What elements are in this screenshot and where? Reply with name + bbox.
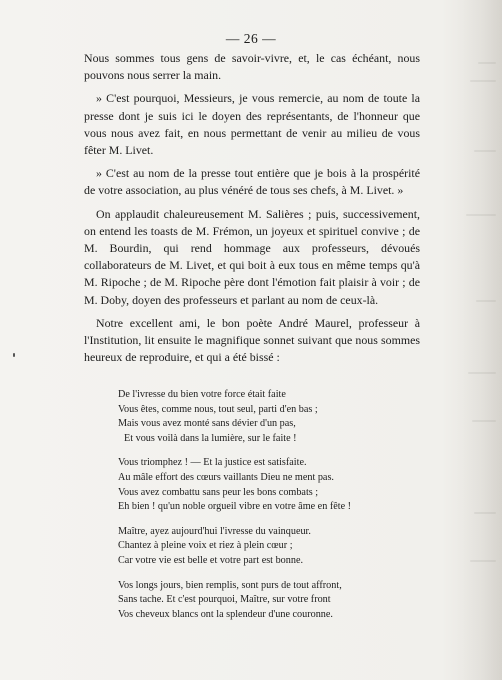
bleed-mark — [468, 372, 496, 374]
verse-line: Vous êtes, comme nous, tout seul, parti d'en bas ; — [118, 403, 318, 415]
verse-line: Car votre vie est belle et votre part est bonne. — [118, 554, 304, 566]
verse-line: Et vous voilà dans la lumière, sur le faite ! — [124, 432, 297, 444]
verse-line: Mais vous avez monté sans dévier d'un pas, — [118, 418, 296, 430]
verse-line: Au mâle effort des cœurs vaillants Dieu ne ment pas. — [118, 471, 334, 483]
paragraph: Notre excellent ami, le bon poète André Maurel, professeur à l'Institution, lit ensuite le magnifique sonnet suivant que nous sommes heureux de reproduire, et qui a été bissé : — [84, 315, 420, 365]
verse-line: Chantez à pleine voix et riez à plein cœur ; — [118, 540, 293, 552]
bleed-mark — [470, 80, 496, 82]
margin-speck — [13, 353, 15, 357]
bleed-mark — [474, 150, 496, 152]
bleed-mark — [474, 512, 496, 514]
bleed-mark — [466, 214, 496, 216]
bleed-mark — [476, 300, 496, 302]
bleed-mark — [472, 420, 496, 422]
verse-line: Sans tache. Et c'est pourquoi, Maître, sur votre front — [118, 594, 331, 606]
verse-line: Vous avez combattu sans peur les bons combats ; — [118, 486, 319, 498]
page-number: — 26 — — [225, 31, 277, 46]
paragraph: Nous sommes tous gens de savoir-vivre, et, le cas échéant, nous pouvons nous serrer la main. — [84, 51, 420, 83]
verse-line: Vos cheveux blancs ont la splendeur d'une couronne. — [118, 608, 333, 620]
bleed-mark — [470, 560, 496, 562]
bleed-mark — [478, 62, 496, 64]
sonnet — [118, 388, 418, 632]
quatrain-2 — [118, 456, 418, 514]
verse-line: Vos longs jours, bien remplis, sont purs de tout affront, — [118, 579, 342, 591]
facing-page-bleed — [462, 0, 502, 680]
paragraph: » C'est au nom de la presse tout entière que je bois à la prospérité de votre association, au plus vénéré de tous ses chefs, à M. Livet. » — [84, 166, 420, 198]
tercet-2 — [118, 579, 418, 623]
body-text — [84, 50, 420, 372]
paragraph: On applaudit chaleureusement M. Salières ; puis, successivement, on entend les toasts de M. Frémon, un joyeux et spirituel convive ; de M. Bourdin, qui rend hommage aux professeurs, dévoués collaborateurs de M. Livet, et qui boit à eux tous en même temps qu'à M. Ripoche ; de M. Ripoche père dont l'émotion fait plaisir à voir ; de M. Doby, doyen des professeurs et parlant au nom de ceux-là. — [84, 206, 420, 307]
verse-line: De l'ivresse du bien votre force était faite — [118, 389, 286, 400]
verse-line: Vous triomphez ! — Et la justice est satisfaite. — [118, 457, 307, 469]
verse-line: Maître, ayez aujourd'hui l'ivresse du vainqueur. — [118, 525, 311, 537]
paragraph: » C'est pourquoi, Messieurs, je vous remercie, au nom de toute la presse dont je suis ici le doyen des représentants, de l'honneur que vous nous avez fait, en nous permettant de venir au milieu de vous fêter M. Livet. — [84, 91, 420, 158]
quatrain-1 — [118, 388, 418, 446]
verse-line: Eh bien ! qu'un noble orgueil vibre en votre âme en fête ! — [118, 501, 352, 513]
tercet-1 — [118, 525, 418, 569]
